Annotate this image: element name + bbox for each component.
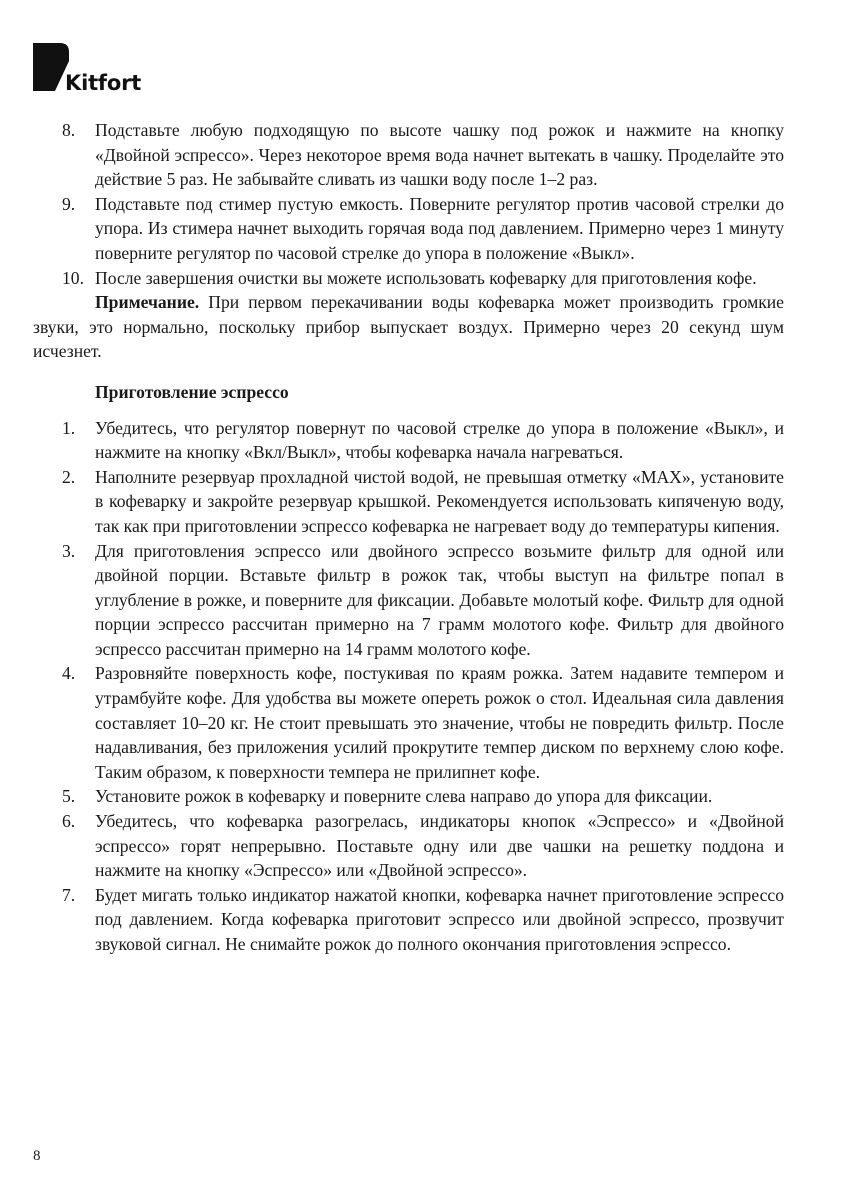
list-item [62, 192, 784, 266]
note-paragraph [33, 290, 784, 364]
list-item [62, 883, 784, 957]
brand-logo-text: Kitfort [65, 71, 142, 95]
list-item-number: 7. [62, 884, 76, 905]
list-item-number: 5. [62, 786, 76, 807]
list-item [62, 539, 784, 662]
list-item [62, 809, 784, 883]
section-title: Приготовление эспрессо [95, 381, 289, 402]
list-item-text: Будет мигать только индикатор нажатой кнопки, кофеварка начнет приготовление эспрессо под давлением. Когда кофеварка приготовит эспрессо или двойной эспрессо, прозвучит звуковой сигнал. Не снимайте рожок до полного окончания приготовления эспрессо. [95, 884, 784, 954]
list-item-text: Убедитесь, что кофеварка разогрелась, индикаторы кнопок «Эспрессо» и «Двойной эспрессо» горят непрерывно. Поставьте одну или две чашки на решетку поддона и нажмите на кнопку «Эспрессо» или «Двойной эспрессо». [95, 811, 784, 881]
page-number: 8 [33, 1148, 41, 1164]
list-item-number: 10. [62, 267, 84, 288]
list-item-text: Установите рожок в кофеварку и поверните слева направо до упора для фиксации. [95, 786, 713, 807]
document-body [33, 118, 784, 957]
list-item [62, 416, 784, 465]
list-item-number: 4. [62, 663, 76, 684]
list-item [62, 784, 784, 809]
note-label: Примечание. [95, 292, 200, 313]
list-item [62, 465, 784, 539]
list-item-text: Наполните резервуар прохладной чистой водой, не превышая отметку «MAX», установите в кофеварку и закройте резервуар крышкой. Рекомендуется использовать кипяченую воду, так как при приготовлении эспрессо кофеварка не нагревает воду до температуры кипения. [95, 466, 784, 536]
list-item-text: Разровняйте поверхность кофе, постукивая по краям рожка. Затем надавите темпером и утрамбуйте кофе. Для удобства вы можете опереть рожок о стол. Идеальная сила давления составляет 10–20 кг. Не стоит превышать это значение, чтобы не повредить фильтр. После надавливания, без приложения усилий прокрутите темпер диском по верхнему слою кофе. Таким образом, к поверхности темпера не прилипнет кофе. [95, 663, 784, 782]
list-item-number: 2. [62, 466, 76, 487]
list-item [62, 118, 784, 192]
note-text: При первом перекачивании воды кофеварка может производить громкие звуки, это нормально, поскольку прибор выпускает воздух. Примерно через 20 секунд шум исчезнет. [33, 292, 784, 362]
list-item-text: После завершения очистки вы можете использовать кофеварку для приготовления кофе. [95, 267, 757, 288]
list-item-text: Подставьте под стимер пустую емкость. Поверните регулятор против часовой стрелки до упора. Из стимера начнет выходить горячая вода под давлением. Примерно через 1 минуту поверните регулятор по часовой стрелке до упора в положение «Выкл». [95, 193, 784, 263]
list-item [62, 266, 784, 291]
list-item-text: Для приготовления эспрессо или двойного эспрессо возьмите фильтр для одной или двойной порции. Вставьте фильтр в рожок так, чтобы выступ на фильтре попал в углубление в рожке, и поверните для фиксации. Добавьте молотый кофе. Фильтр для одной порции эспрессо рассчитан примерно на 7 грамм молотого кофе. Фильтр для двойного эспрессо рассчитан примерно на 14 грамм молотого кофе. [95, 540, 784, 659]
list-item-text: Убедитесь, что регулятор повернут по часовой стрелке до упора в положение «Выкл», и нажмите на кнопку «Вкл/Выкл», чтобы кофеварка начала нагреваться. [95, 417, 784, 463]
list-item-number: 8. [62, 120, 76, 140]
list-item-number: 6. [62, 811, 76, 832]
list-item [62, 661, 784, 784]
list-item-number: 3. [62, 540, 76, 561]
list-item-number: 1. [62, 417, 76, 438]
list-item-text: Подставьте любую подходящую по высоте чашку под рожок и нажмите на кнопку «Двойной эспрессо». Через некоторое время вода начнет вытекать в чашку. Проделайте это действие 5 раз. Не забывайте сливать из чашки воду после 1–2 раз. [95, 120, 784, 190]
list-item-number: 9. [62, 193, 76, 214]
brand-logo [33, 43, 153, 97]
